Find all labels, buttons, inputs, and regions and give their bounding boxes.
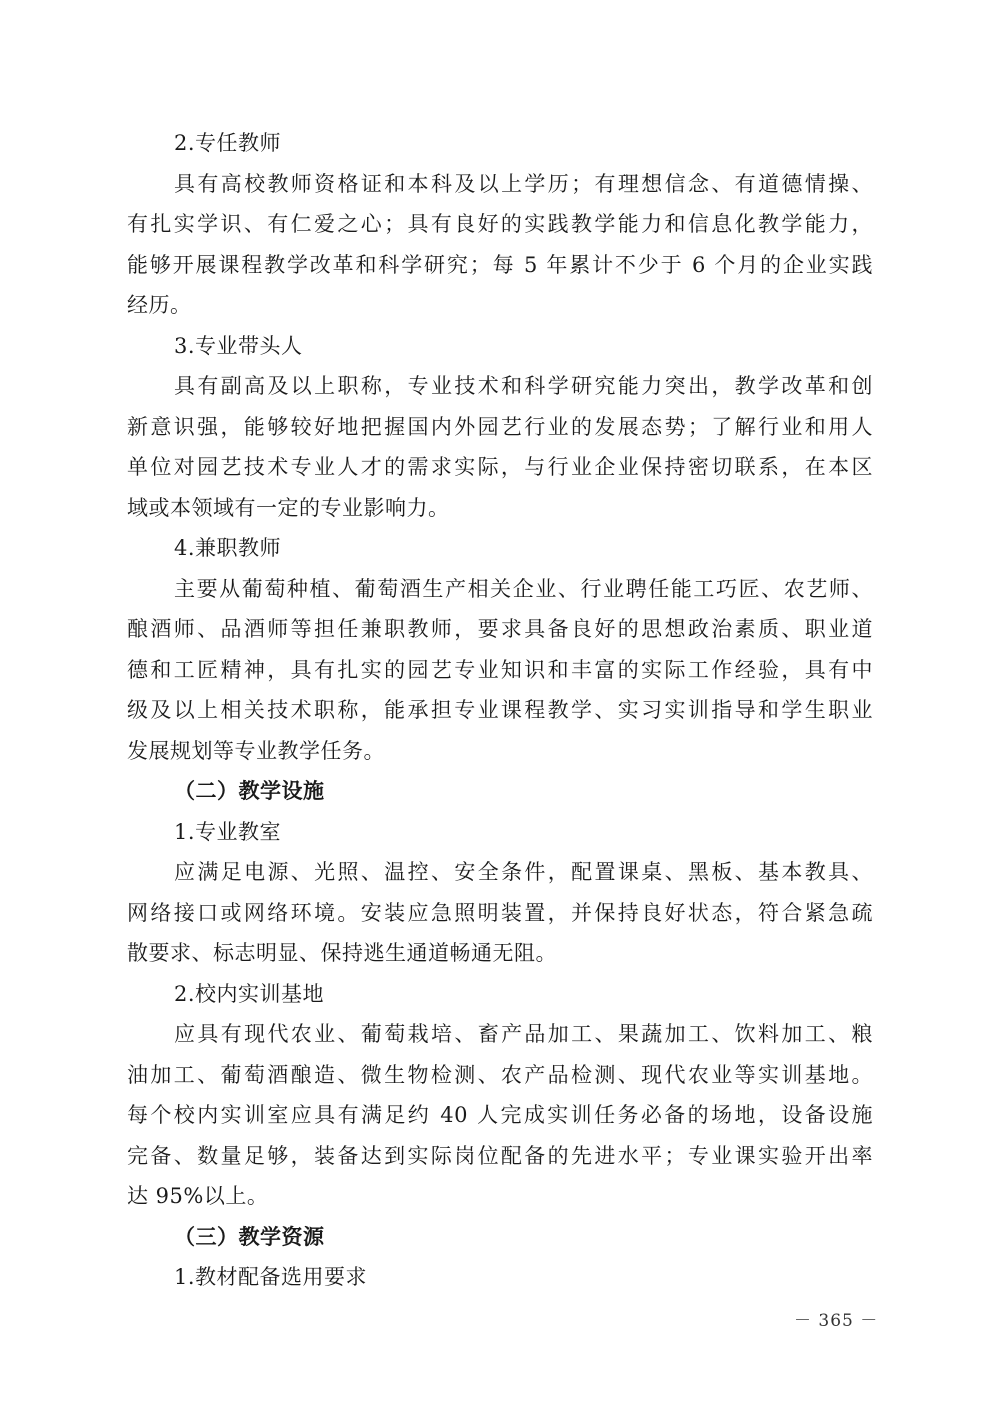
paragraph-line: 单位对园艺技术专业人才的需求实际，与行业企业保持密切联系，在本区 bbox=[127, 455, 873, 479]
paragraph-line: 应满足电源、光照、温控、安全条件，配置课桌、黑板、基本教具、 bbox=[174, 860, 873, 884]
paragraph-line: 完备、数量足够，装备达到实际岗位配备的先进水平；专业课实验开出率 bbox=[127, 1143, 873, 1168]
paragraph-line: 德和工匠精神，具有扎实的园艺专业知识和丰富的实际工作经验，具有中 bbox=[127, 657, 873, 682]
paragraph-line: 能够开展课程教学改革和科学研究；每 5 年累计不少于 6 个月的企业实践 bbox=[127, 252, 873, 277]
paragraph-line: 具有高校教师资格证和本科及以上学历；有理想信念、有道德情操、 bbox=[174, 171, 873, 196]
paragraph-line: 油加工、葡萄酒酿造、微生物检测、农产品检测、现代农业等实训基地。 bbox=[127, 1062, 873, 1087]
section-heading-teaching-resources: （三）教学资源 bbox=[174, 1224, 325, 1249]
paragraph-line: 具有副高及以上职称，专业技术和科学研究能力突出，教学改革和创 bbox=[174, 374, 873, 398]
paragraph-line: 发展规划等专业教学任务。 bbox=[127, 738, 385, 763]
section-heading-teaching-facilities: （二）教学设施 bbox=[174, 779, 325, 803]
subheading-classrooms: 1.专业教室 bbox=[174, 819, 282, 844]
subheading-training-base: 2.校内实训基地 bbox=[174, 981, 325, 1006]
paragraph-line: 网络接口或网络环境。安装应急照明装置，并保持良好状态，符合紧急疏 bbox=[127, 900, 873, 925]
subheading-discipline-leader: 3.专业带头人 bbox=[174, 333, 303, 358]
paragraph-line: 新意识强，能够较好地把握国内外园艺行业的发展态势；了解行业和用人 bbox=[127, 414, 873, 439]
subheading-textbooks: 1.教材配备选用要求 bbox=[174, 1265, 368, 1289]
paragraph-line: 散要求、标志明显、保持逃生通道畅通无阻。 bbox=[127, 941, 557, 965]
paragraph-line: 达 95%以上。 bbox=[127, 1184, 269, 1208]
paragraph-line: 经历。 bbox=[127, 293, 192, 317]
paragraph-line: 级及以上相关技术职称，能承担专业课程教学、实习实训指导和学生职业 bbox=[127, 698, 873, 722]
paragraph-line: 每个校内实训室应具有满足约 40 人完成实训任务必备的场地，设备设施 bbox=[127, 1103, 873, 1127]
subheading-full-time-teachers: 2.专任教师 bbox=[174, 131, 282, 155]
paragraph-line: 有扎实学识、有仁爱之心；具有良好的实践教学能力和信息化教学能力， bbox=[127, 212, 873, 236]
paragraph-line: 主要从葡萄种植、葡萄酒生产相关企业、行业聘任能工巧匠、农艺师、 bbox=[174, 576, 873, 601]
subheading-part-time-teachers: 4.兼职教师 bbox=[174, 536, 282, 560]
page-number: － 365 － bbox=[794, 1311, 879, 1331]
paragraph-line: 域或本领域有一定的专业影响力。 bbox=[127, 495, 450, 520]
paragraph-line: 应具有现代农业、葡萄栽培、畜产品加工、果蔬加工、饮料加工、粮 bbox=[174, 1022, 873, 1046]
paragraph-line: 酿酒师、品酒师等担任兼职教师，要求具备良好的思想政治素质、职业道 bbox=[127, 617, 873, 641]
document-body bbox=[127, 123, 873, 1298]
